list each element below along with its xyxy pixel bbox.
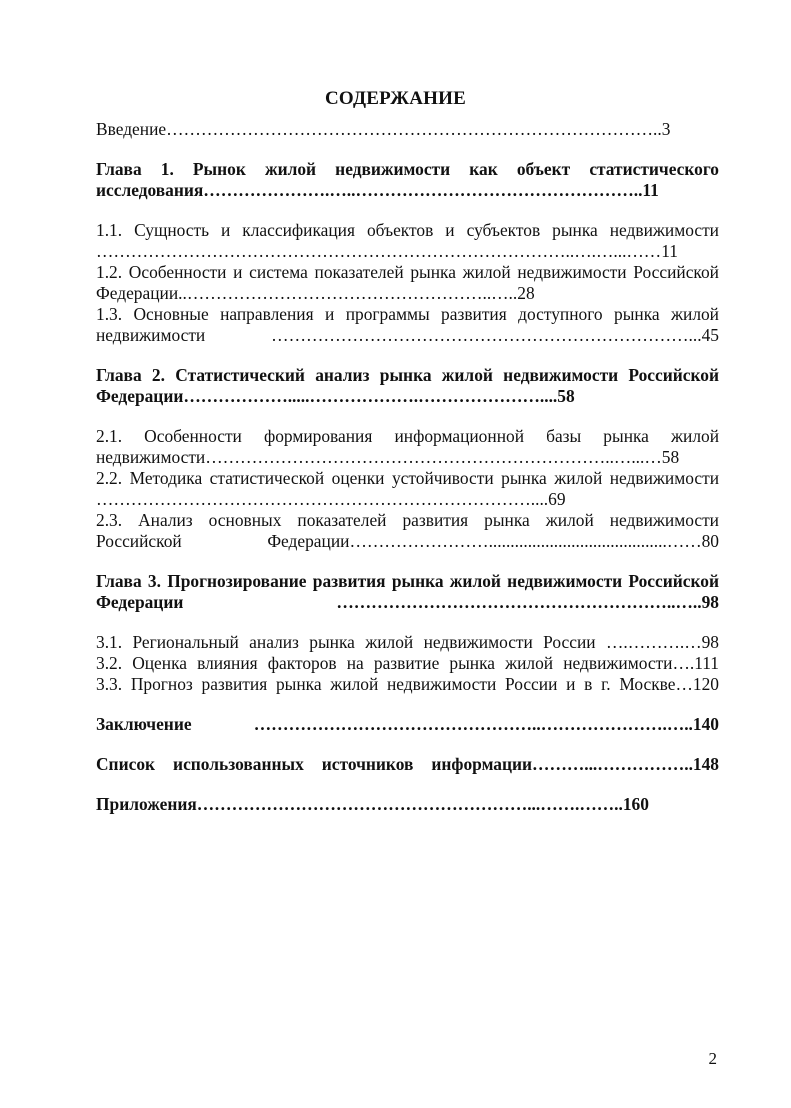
- page-title: СОДЕРЖАНИЕ: [325, 88, 466, 109]
- toc-entry-section-1-3: 1.3. Основные направления и программы развития доступного рынка жилой недвижимости ………………………………………………………………...45: [96, 304, 719, 345]
- toc-entry-chapter-3: Глава 3. Прогнозирование развития рынка жилой недвижимости Российской Федерации …………………………………………………..…..98: [96, 571, 719, 612]
- toc-entry-appendix: Приложения…………………………………………………...…….……..160: [96, 794, 649, 814]
- toc-entry-section-3-2: 3.2. Оценка влияния факторов на развитие рынка жилой недвижимости….111: [96, 653, 719, 673]
- toc-entry-intro: Введение…………………………………………………………………………..3: [96, 119, 671, 139]
- table-of-contents: [96, 119, 719, 815]
- toc-entry-conclusion: Заключение …………………………………………..………………….…..140: [96, 714, 719, 734]
- toc-entry-section-3-3: 3.3. Прогноз развития рынка жилой недвижимости России и в г. Москве…120: [96, 674, 719, 694]
- toc-entry-chapter-1: Глава 1. Рынок жилой недвижимости как объект статистического исследования………………….…..…………………………………………..11: [96, 159, 719, 200]
- toc-entry-sources: Список использованных источников информации………...……………..148: [96, 754, 719, 774]
- toc-entry-section-1-2: 1.2. Особенности и система показателей рынка жилой недвижимости Российской Федерации..……………………………………………..…..28: [96, 262, 719, 303]
- toc-entry-section-2-1: 2.1. Особенности формирования информационной базы рынка жилой недвижимости……………………………………………………………..…...…58: [96, 426, 719, 467]
- toc-entry-section-2-2: 2.2. Методика статистической оценки устойчивости рынка жилой недвижимости …………………………………………………………………....69: [96, 468, 719, 509]
- toc-entry-section-1-1: 1.1. Сущность и классификация объектов и субъектов рынка недвижимости ………………………………………………………………………..….…...……11: [96, 220, 719, 261]
- toc-entry-chapter-2: Глава 2. Статистический анализ рынка жилой недвижимости Российской Федерации……………….....……………….…………………....58: [96, 365, 719, 406]
- toc-entry-section-2-3: 2.3. Анализ основных показателей развития рынка жилой недвижимости Российской Федерации…………………….........................................……80: [96, 510, 719, 551]
- toc-entry-section-3-1: 3.1. Региональный анализ рынка жилой недвижимости России ….……….…98: [96, 632, 719, 652]
- page-number: 2: [708, 1049, 717, 1068]
